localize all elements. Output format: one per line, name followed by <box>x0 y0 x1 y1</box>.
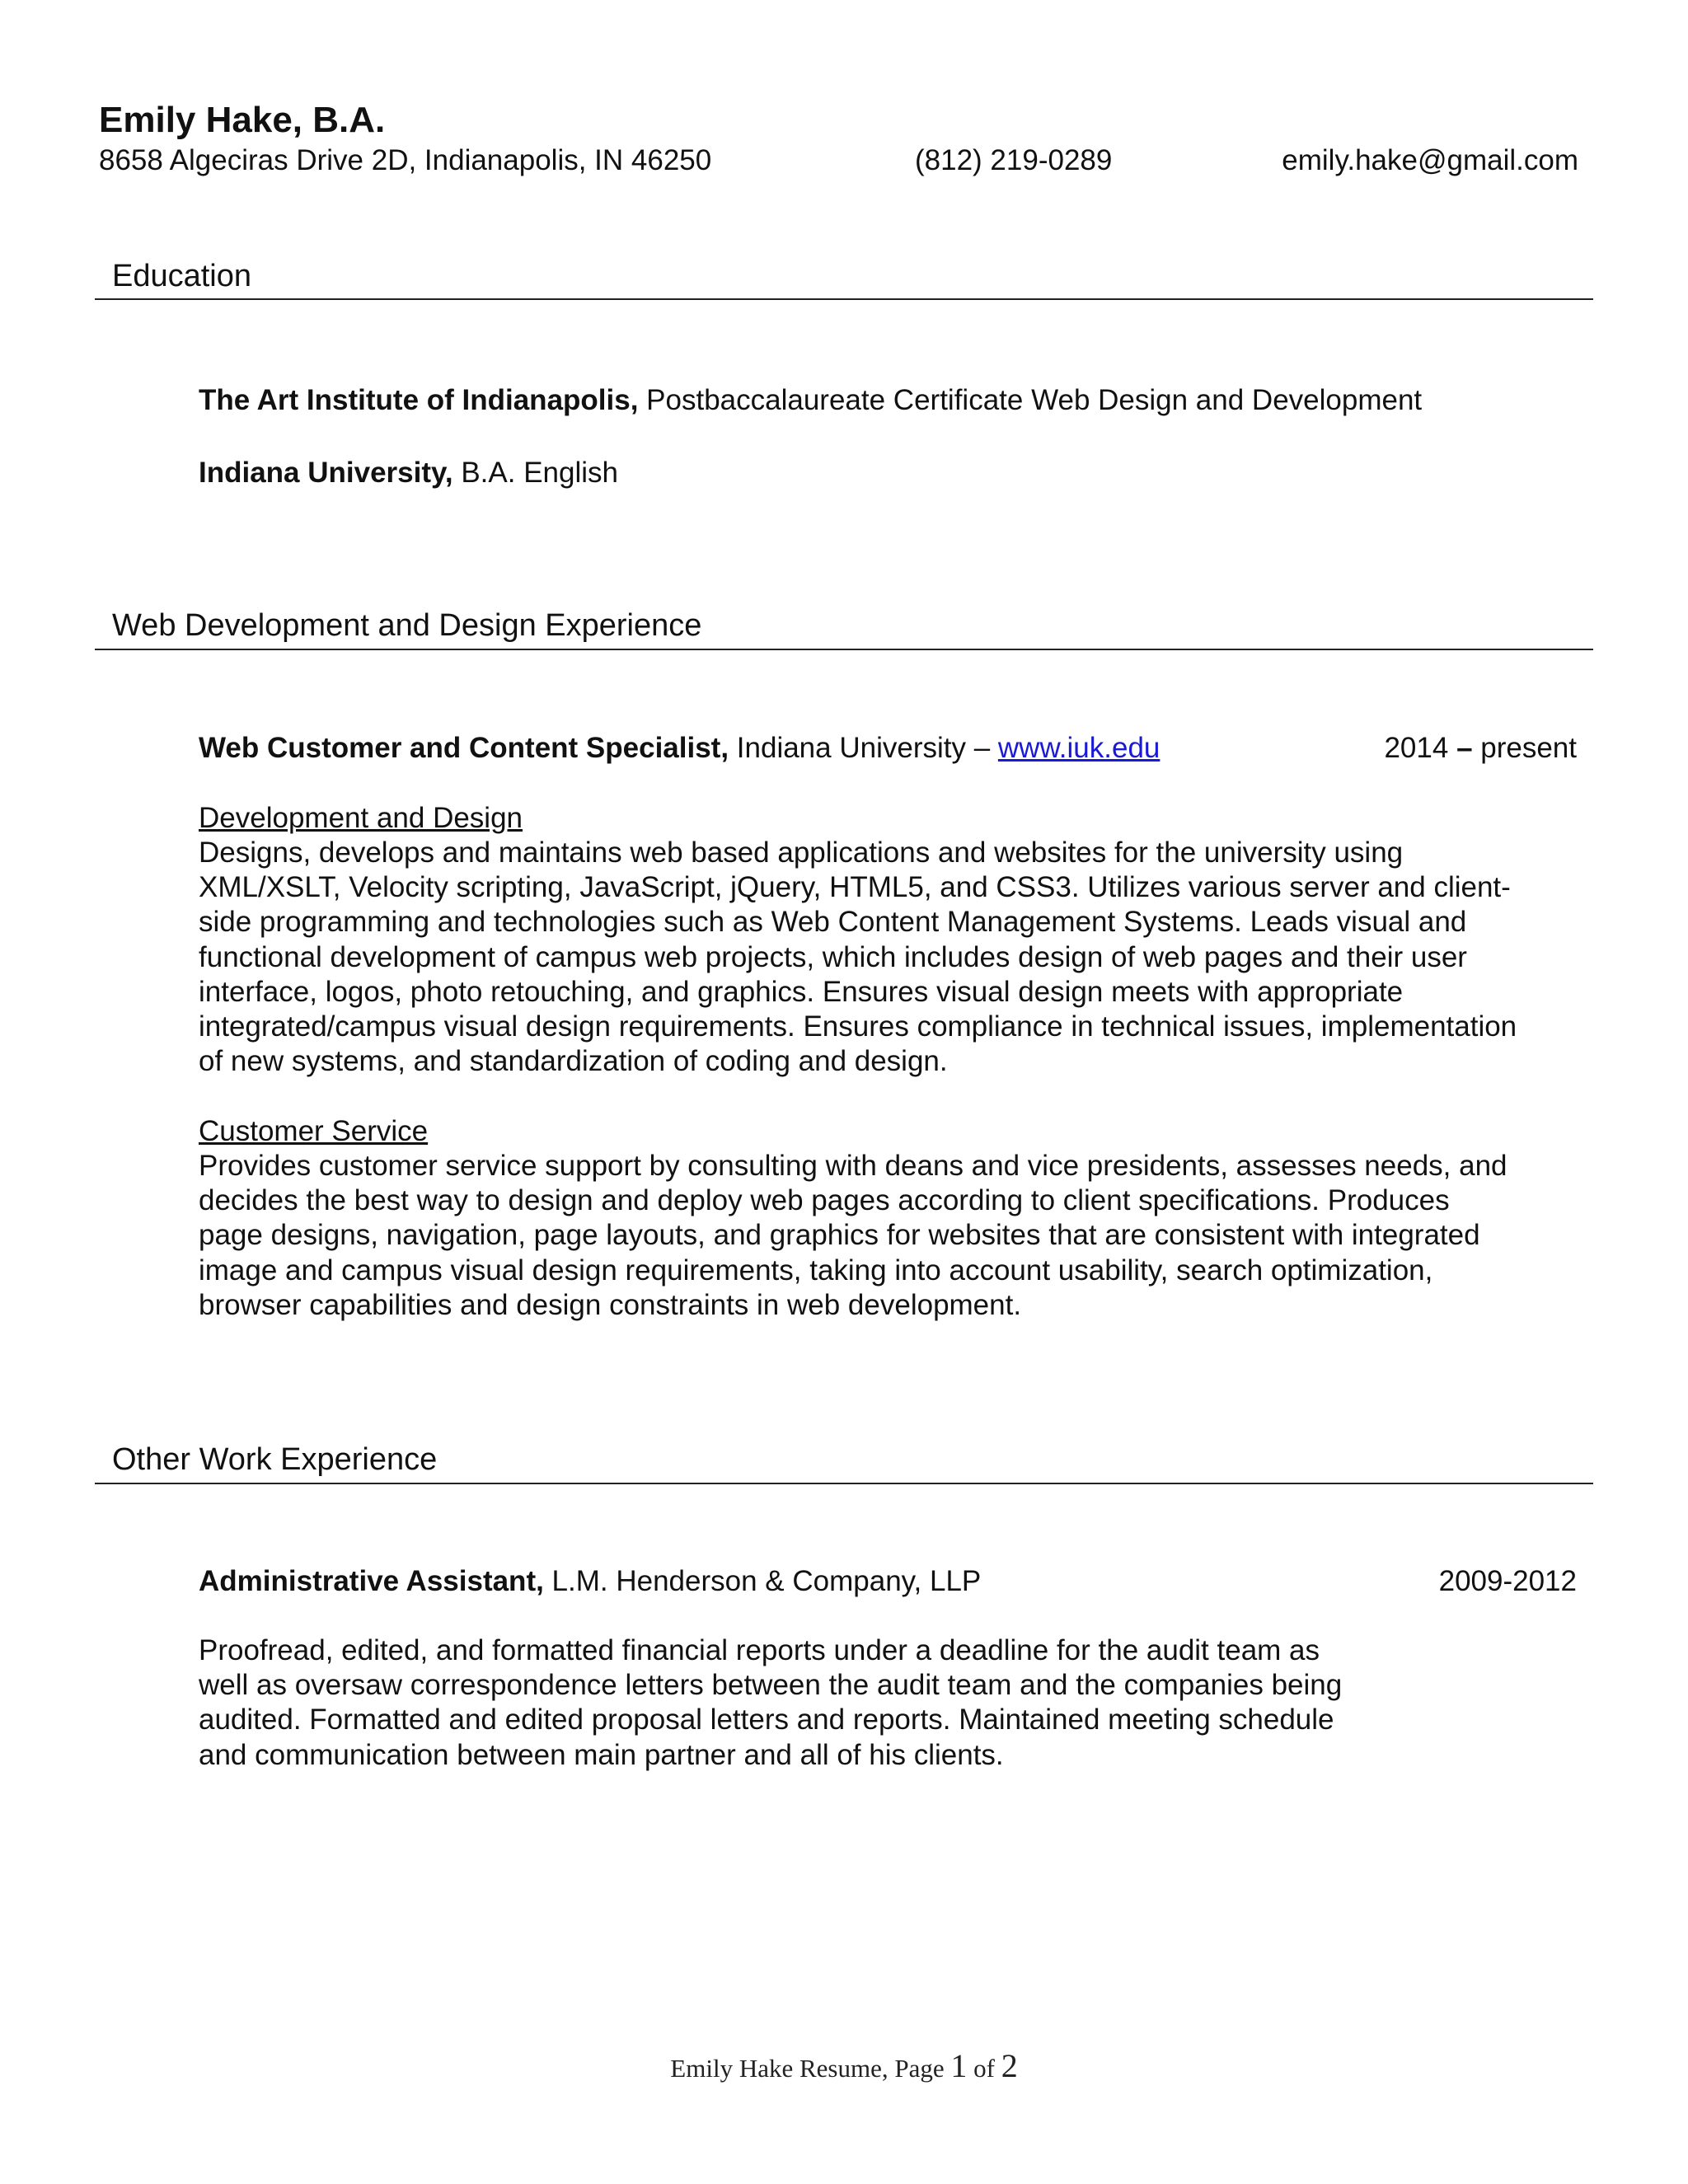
paragraph-line: side programming and technologies such as Web Content Management Systems. Leads visual and <box>199 906 1467 939</box>
date-end: present <box>1472 732 1577 764</box>
degree: B.A. English <box>452 457 618 489</box>
date-start: 2014 <box>1384 732 1457 764</box>
section-divider <box>95 298 1593 300</box>
paragraph-line: image and campus visual design requirements, taking into account usability, search optimization, <box>199 1254 1433 1286</box>
employer: L.M. Henderson & Company, LLP <box>543 1565 982 1597</box>
employer: Indiana University – <box>729 732 998 764</box>
development-design-subheading: Development and Design <box>199 802 523 834</box>
degree: Postbaccalaureate Certificate Web Design and Development <box>638 384 1423 416</box>
paragraph-line: Proofread, edited, and formatted financial reports under a deadline for the audit team as <box>199 1634 1320 1666</box>
paragraph-line: and communication between main partner and all of his clients. <box>199 1738 1004 1771</box>
paragraph-line: decides the best way to design and deploy web pages according to client specifications. Produces <box>199 1184 1450 1217</box>
address: 8658 Algeciras Drive 2D, Indianapolis, IN 46250 <box>99 144 712 176</box>
employer-website-link[interactable]: www.iuk.edu <box>997 732 1160 764</box>
job-title-line <box>199 1563 981 1600</box>
paragraph-line: functional development of campus web projects, which includes design of web pages and their user <box>199 940 1467 973</box>
school-name: The Art Institute of Indianapolis, <box>199 384 639 416</box>
section-divider <box>95 649 1593 650</box>
paragraph-line: Provides customer service support by consulting with deans and vice presidents, assesses needs, and <box>199 1150 1507 1182</box>
paragraph-line: integrated/campus visual design requirements. Ensures compliance in technical issues, implementation <box>199 1010 1517 1043</box>
contact-info <box>99 142 1578 180</box>
date-dash: – <box>1456 732 1473 764</box>
web-experience-heading: Web Development and Design Experience <box>112 608 702 643</box>
administrative-assistant-description <box>199 1633 1600 1773</box>
candidate-name: Emily Hake, B.A. <box>99 100 386 140</box>
phone-number: (812) 219-0289 <box>915 144 1113 176</box>
footer-text: Emily Hake Resume, Page <box>670 2054 951 2083</box>
paragraph-line: page designs, navigation, page layouts, and graphics for websites that are consistent with integrated <box>199 1219 1480 1252</box>
section-divider <box>95 1483 1593 1484</box>
school-name: Indiana University, <box>199 457 453 489</box>
job-title-line <box>199 730 1160 766</box>
job-title: Web Customer and Content Specialist, <box>199 732 729 764</box>
current-page-number: 1 <box>950 2047 968 2084</box>
paragraph-line: Designs, develops and maintains web based applications and websites for the university using <box>199 837 1404 869</box>
paragraph-line: of new systems, and standardization of coding and design. <box>199 1045 948 1078</box>
paragraph-line: well as oversaw correspondence letters between the audit team and the companies being <box>199 1669 1343 1702</box>
education-item <box>199 382 1422 419</box>
customer-service-subheading: Customer Service <box>199 1115 429 1147</box>
footer-of: of <box>967 2054 1001 2083</box>
job-dates <box>1384 730 1577 766</box>
customer-service-description <box>199 1149 1600 1323</box>
paragraph-line: XML/XSLT, Velocity scripting, JavaScript, jQuery, HTML5, and CSS3. Utilizes various server and client- <box>199 871 1511 904</box>
other-experience-heading: Other Work Experience <box>112 1442 438 1477</box>
paragraph-line: browser capabilities and design constraints in web development. <box>199 1288 1022 1321</box>
education-heading: Education <box>112 259 252 293</box>
paragraph-line: interface, logos, photo retouching, and graphics. Ensures visual design meets with appropriate <box>199 975 1404 1008</box>
job-title: Administrative Assistant, <box>199 1565 544 1597</box>
job-dates: 2009-2012 <box>1438 1565 1577 1597</box>
education-item <box>199 455 618 491</box>
email-address: emily.hake@gmail.com <box>1282 144 1578 176</box>
development-design-description <box>199 836 1600 1079</box>
page-footer <box>0 2047 1688 2088</box>
paragraph-line: audited. Formatted and edited proposal letters and reports. Maintained meeting schedule <box>199 1704 1334 1736</box>
total-page-count: 2 <box>1001 2047 1018 2084</box>
